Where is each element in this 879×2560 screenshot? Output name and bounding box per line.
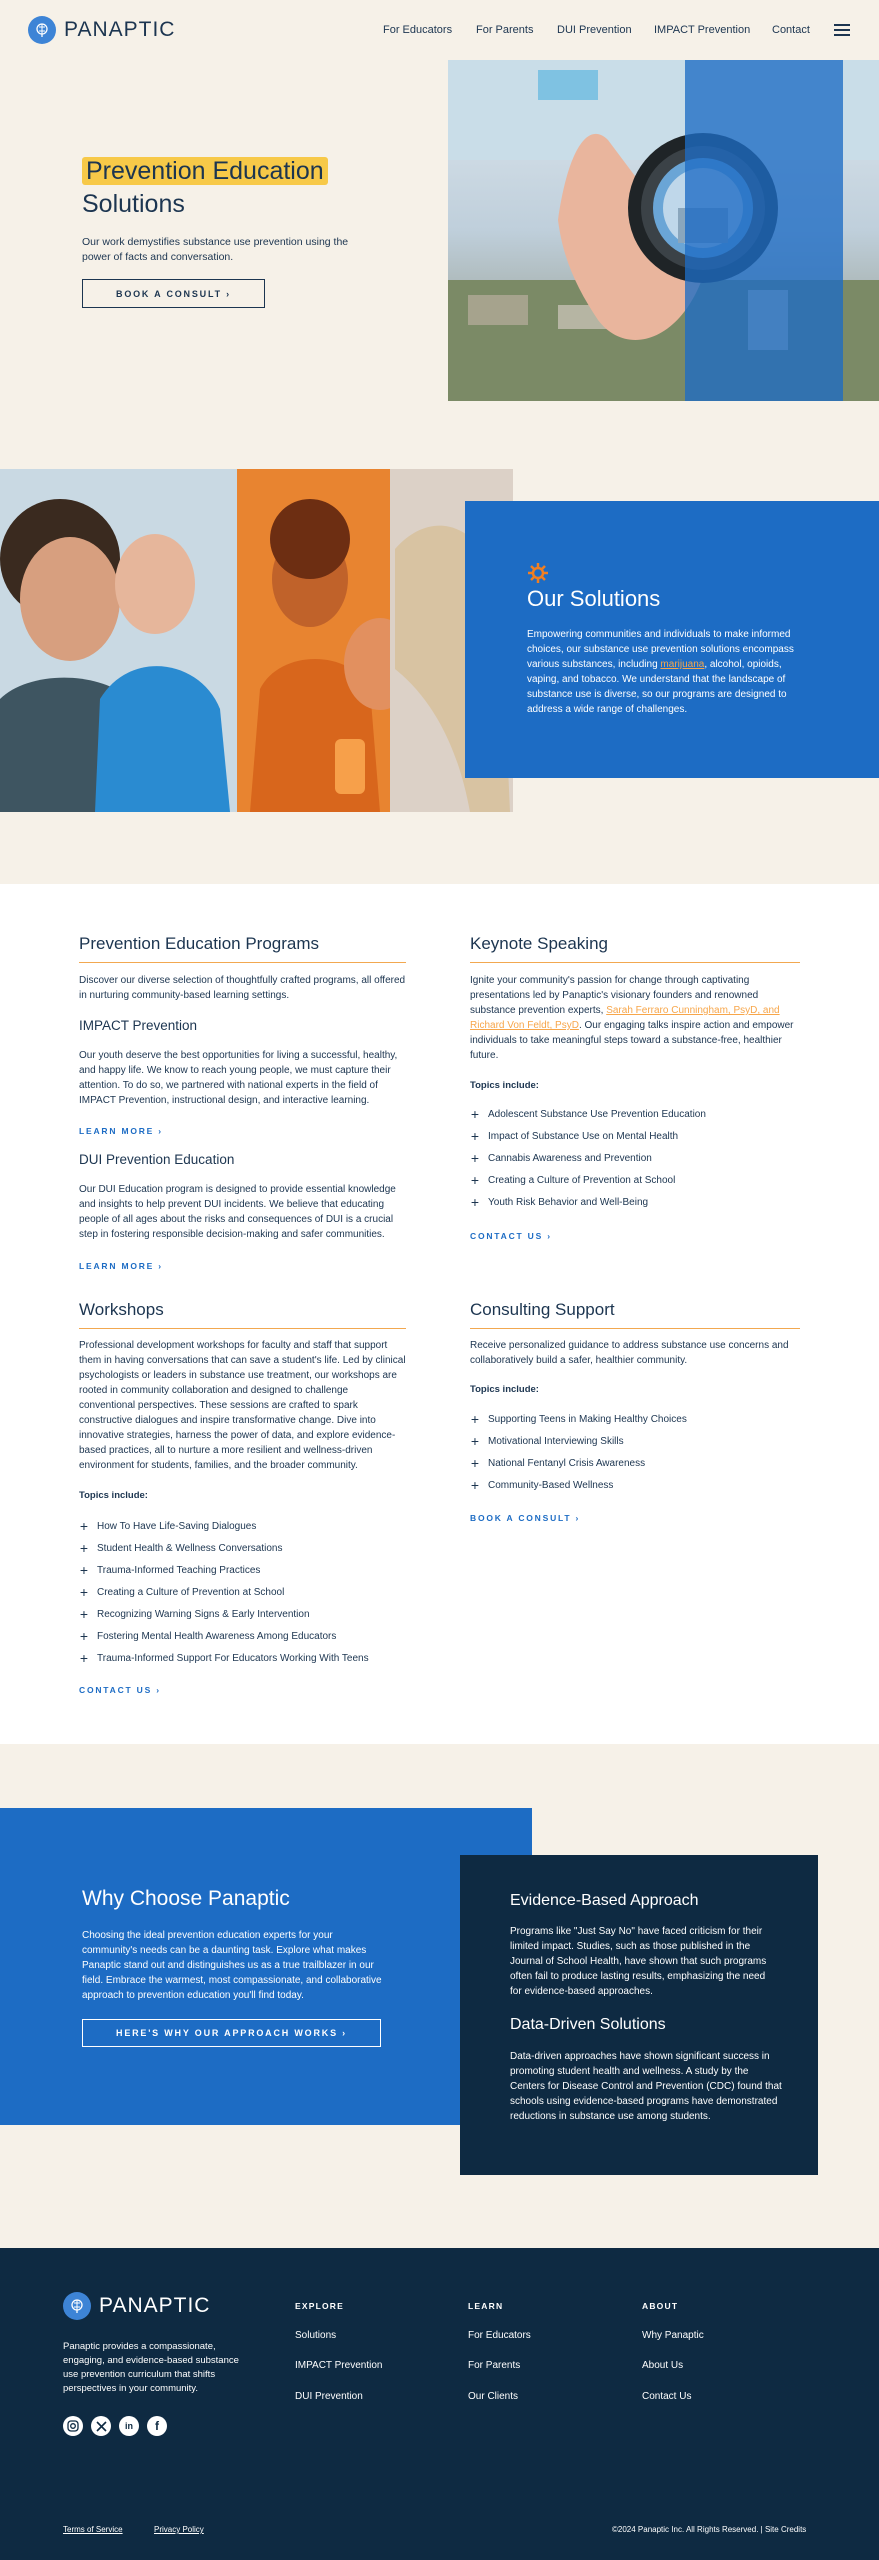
plus-icon: + xyxy=(79,1628,89,1644)
nav-for-parents[interactable]: For Parents xyxy=(476,24,534,36)
social-links xyxy=(63,2416,167,2436)
footer-link-impact[interactable]: IMPACT Prevention xyxy=(295,2360,383,2371)
plus-icon: + xyxy=(470,1128,480,1144)
copyright: ©2024 Panaptic Inc. All Rights Reserved. | Site Credits xyxy=(612,2525,807,2534)
hero-title xyxy=(82,155,402,221)
footer-link-dui[interactable]: DUI Prevention xyxy=(295,2391,363,2402)
logo-text: PANAPTIC xyxy=(64,18,176,41)
plus-icon: + xyxy=(79,1650,89,1666)
impact-title: IMPACT Prevention xyxy=(79,1018,198,1033)
learn-heading: LEARN xyxy=(468,2301,504,2311)
workshops-contact-link[interactable]: CONTACT US › xyxy=(79,1685,161,1695)
logo-brain-icon xyxy=(63,2292,91,2320)
logo-brain-icon xyxy=(28,16,56,44)
instagram-icon[interactable] xyxy=(63,2416,83,2436)
consulting-topics-list xyxy=(470,1408,800,1496)
list-item: + Trauma-Informed Teaching Practices xyxy=(79,1562,261,1578)
data-driven-text: Data-driven approaches have shown significant success in promoting student health and wellness. A study by the Centers for Disease Control and Prevention (CDC) found that schools using evidence-based programs have demonstrated reductions in substance use among students. xyxy=(510,2051,782,2122)
list-item: + Student Health & Wellness Conversations xyxy=(79,1540,283,1556)
plus-icon: + xyxy=(79,1540,89,1556)
footer-logo[interactable] xyxy=(63,2292,210,2320)
keynote-text: Ignite your community's passion for change through captivating presentations led by Panaptic's visionary founders and renowned substance prevention experts, Sarah Ferraro Cunningham, PsyD, and Richard Von Feldt, PsyD. Our engaging talks inspire action and empower individuals to take meaningful steps toward a substance-free, healthier future. xyxy=(470,975,794,1061)
plus-icon: + xyxy=(470,1433,480,1449)
list-item: + How To Have Life-Saving Dialogues xyxy=(79,1518,257,1534)
nav-impact-prevention[interactable]: IMPACT Prevention xyxy=(654,24,751,36)
footer-link-why[interactable]: Why Panaptic xyxy=(642,2330,704,2341)
menu-icon[interactable] xyxy=(834,24,850,36)
footer-link-clients[interactable]: Our Clients xyxy=(468,2391,519,2402)
evidence-title: Evidence-Based Approach xyxy=(510,1892,699,1909)
dui-title: DUI Prevention Education xyxy=(79,1152,235,1167)
data-driven-title: Data-Driven Solutions xyxy=(510,2016,666,2033)
keynote-title: Keynote Speaking xyxy=(470,934,800,963)
consulting-book-link[interactable]: BOOK A CONSULT › xyxy=(470,1513,581,1523)
why-title: Why Choose Panaptic xyxy=(82,1887,290,1910)
consulting-title: Consulting Support xyxy=(470,1300,800,1329)
linkedin-icon[interactable]: in xyxy=(119,2416,139,2436)
plus-icon: + xyxy=(470,1150,480,1166)
footer-link-contact[interactable]: Contact Us xyxy=(642,2391,692,2402)
list-item: + Recognizing Warning Signs & Early Intervention xyxy=(79,1606,310,1622)
keynote-contact-link[interactable]: CONTACT US › xyxy=(470,1231,552,1241)
terms-link[interactable]: Terms of Service xyxy=(63,2525,123,2534)
header-logo[interactable] xyxy=(28,16,175,44)
consulting-topics-heading: Topics include: xyxy=(470,1384,539,1395)
plus-icon: + xyxy=(470,1477,480,1493)
hero-subtitle: Our work demystifies substance use prevention using the power of facts and conversation. xyxy=(82,236,349,263)
students-group-image xyxy=(0,469,513,812)
footer-link-parents[interactable]: For Parents xyxy=(468,2360,521,2371)
hero-title-highlight: Prevention Education xyxy=(82,157,328,185)
list-item: + Adolescent Substance Use Prevention Education xyxy=(470,1106,706,1122)
plus-icon: + xyxy=(79,1584,89,1600)
workshops-topics-heading: Topics include: xyxy=(79,1490,148,1501)
dui-learn-more-link[interactable]: LEARN MORE › xyxy=(79,1261,163,1271)
hero-title-rest: Solutions xyxy=(82,190,185,218)
why-text: Choosing the ideal prevention education experts for your community's needs can be a daunting task. Explore what makes Panaptic stand out and distinguishes us as a true trailblazer in our field. Embrace the warmest, most compassionate, and collaborative approach to prevention education you'll find today. xyxy=(82,1930,382,2001)
footer-link-educators[interactable]: For Educators xyxy=(468,2330,531,2341)
list-item: + Impact of Substance Use on Mental Health xyxy=(470,1128,679,1144)
plus-icon: + xyxy=(470,1106,480,1122)
nav-contact[interactable]: Contact xyxy=(772,24,810,36)
list-item: + Fostering Mental Health Awareness Among Educators xyxy=(79,1628,337,1644)
evidence-text: Programs like "Just Say No" have faced criticism for their limited impact. Studies, such as those published in the Journal of School Health, have shown that such programs often fail to produce lasting results, emphasizing the need for evidence-based approaches. xyxy=(510,1926,767,1997)
nav-for-educators[interactable]: For Educators xyxy=(383,24,453,36)
approach-button[interactable]: HERE'S WHY OUR APPROACH WORKS › xyxy=(82,2019,381,2047)
explore-heading: EXPLORE xyxy=(295,2301,345,2311)
about-heading: ABOUT xyxy=(642,2301,679,2311)
privacy-link[interactable]: Privacy Policy xyxy=(154,2525,204,2534)
consulting-text: Receive personalized guidance to address substance use concerns and collaboratively build a safer, healthier community. xyxy=(470,1340,789,1366)
plus-icon: + xyxy=(79,1606,89,1622)
footer-blurb: Panaptic provides a compassionate, engaging, and evidence-based substance use prevention curriculum that shifts perspectives in your community. xyxy=(63,2341,239,2394)
list-item: + National Fentanyl Crisis Awareness xyxy=(470,1455,646,1471)
programs-title: Prevention Education Programs xyxy=(79,934,406,963)
solutions-text: Empowering communities and individuals to make informed choices, our substance use prevention solutions encompass various substances, including marijuana, alcohol, opioids, vaping, and tobacco. We understand that the landscape of substance use is diverse, so our programs are designed to address a wide range of challenges. xyxy=(527,629,794,715)
plus-icon: + xyxy=(79,1562,89,1578)
facebook-icon[interactable]: f xyxy=(147,2416,167,2436)
plus-icon: + xyxy=(470,1411,480,1427)
x-icon[interactable] xyxy=(91,2416,111,2436)
nav-dui-prevention[interactable]: DUI Prevention xyxy=(557,24,632,36)
plus-icon: + xyxy=(470,1172,480,1188)
list-item: + Creating a Culture of Prevention at School xyxy=(470,1172,676,1188)
workshops-topics-list xyxy=(79,1515,406,1669)
list-item: + Trauma-Informed Support For Educators Working With Teens xyxy=(79,1650,369,1666)
footer-link-solutions[interactable]: Solutions xyxy=(295,2330,337,2341)
workshops-title: Workshops xyxy=(79,1300,406,1329)
programs-intro: Discover our diverse selection of thoughtfully crafted programs, all offered in nurturing community-based learning settings. xyxy=(79,975,406,1001)
book-consult-button[interactable]: BOOK A CONSULT › xyxy=(82,279,265,308)
impact-learn-more-link[interactable]: LEARN MORE › xyxy=(79,1126,163,1136)
workshops-text: Professional development workshops for faculty and staff that support them in having conversations that can save a student's life. Led by clinical psychologists or leaders in substance use treatment, our workshops are rooted in community collaboration and designed to challenge conventional perspectives. These sessions are crafted to spark constructive dialogues and inspire transformative change. Dive into innovative strategies, harness the power of data, and explore evidence-based practices, all to nurture a more resilient and wellness-driven environment for students, families, and the broader community. xyxy=(79,1340,406,1471)
list-item: + Creating a Culture of Prevention at School xyxy=(79,1584,285,1600)
keynote-topics-heading: Topics include: xyxy=(470,1080,539,1091)
footer-link-about[interactable]: About Us xyxy=(642,2360,684,2371)
marijuana-link[interactable]: marijuana xyxy=(660,659,705,670)
hero-lens-image xyxy=(448,60,879,401)
impact-text: Our youth deserve the best opportunities for living a successful, healthy, and happy life. We know to reach young people, we must capture their attention. To do so, we partnered with national experts in the field of IMPACT Prevention, instructional design, and interactive learning. xyxy=(79,1050,398,1106)
footer-logo-text: PANAPTIC xyxy=(99,2294,211,2317)
list-item: + Community-Based Wellness xyxy=(470,1477,614,1493)
list-item: + Youth Risk Behavior and Well-Being xyxy=(470,1194,649,1210)
solutions-title: Our Solutions xyxy=(527,586,661,611)
sun-icon xyxy=(528,563,548,583)
list-item: + Motivational Interviewing Skills xyxy=(470,1433,624,1449)
founders-link[interactable]: Sarah Ferraro Cunningham, PsyD, and Richard Von Feldt, PsyD xyxy=(470,1005,780,1031)
keynote-topics-list xyxy=(470,1103,800,1213)
dui-text: Our DUI Education program is designed to provide essential knowledge and insights to help prevent DUI incidents. We believe that educating people of all ages about the risks and consequences of DUI is a crucial step in fostering responsible decision-making and safer communities. xyxy=(79,1184,396,1240)
list-item: + Supporting Teens in Making Healthy Choices xyxy=(470,1411,687,1427)
plus-icon: + xyxy=(79,1518,89,1534)
list-item: + Cannabis Awareness and Prevention xyxy=(470,1150,652,1166)
plus-icon: + xyxy=(470,1194,480,1210)
plus-icon: + xyxy=(470,1455,480,1471)
